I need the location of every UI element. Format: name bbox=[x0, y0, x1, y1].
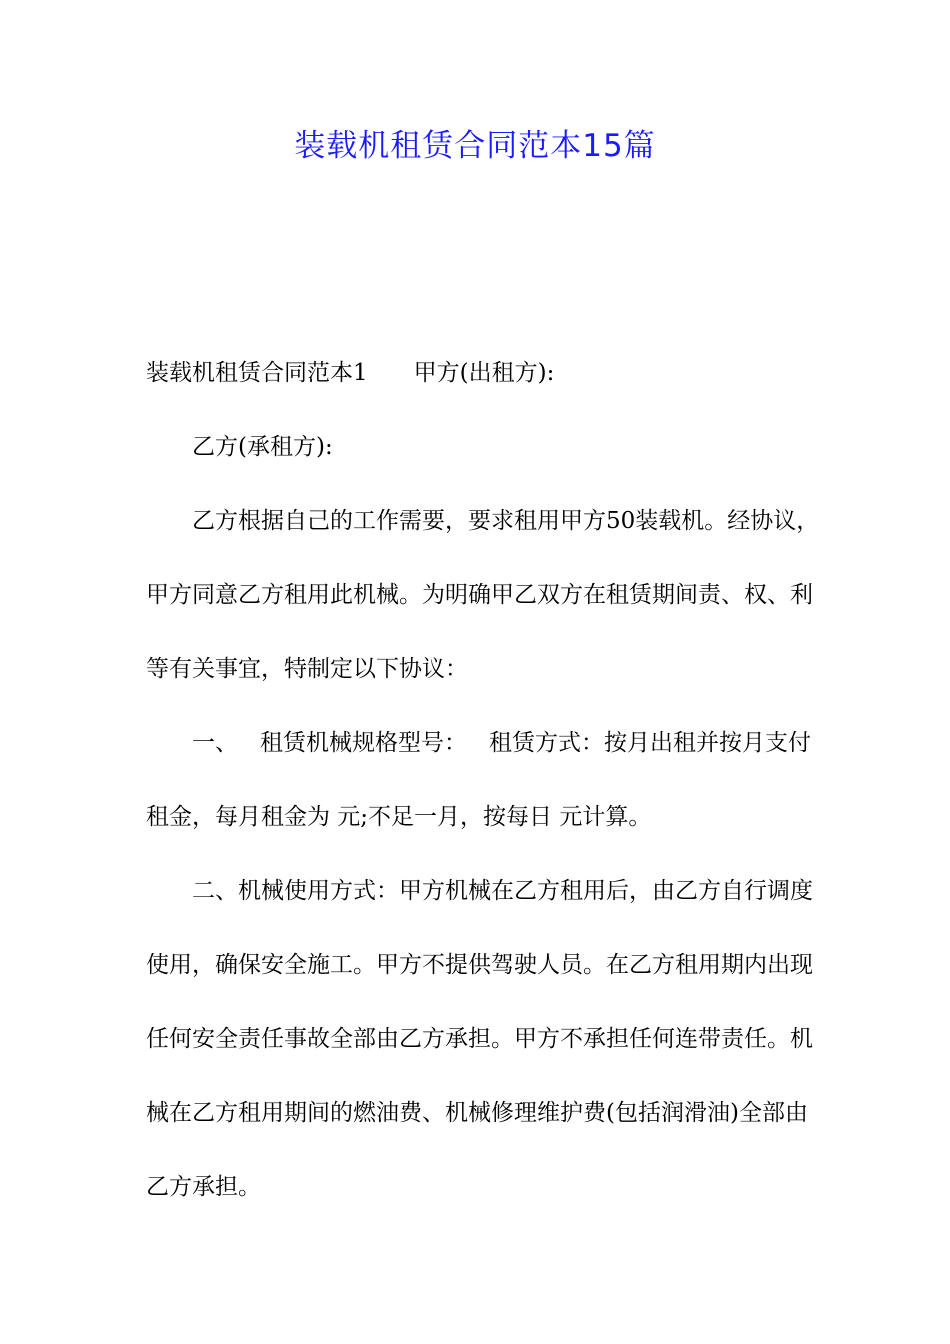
document-body bbox=[146, 336, 826, 1224]
party-a-label: 甲方(出租方): bbox=[413, 360, 555, 386]
intro-paragraph: 乙方根据自己的工作需要，要求租用甲方50装载机。经协议，甲方同意乙方租用此机械。为明确甲乙双方在租赁期间责、权、利等有关事宜，特制定以下协议： bbox=[146, 508, 820, 682]
heading-line bbox=[146, 336, 826, 410]
document-title: 装载机租赁合同范本15篇 bbox=[294, 128, 656, 164]
clause-1-number: 一、 bbox=[192, 730, 238, 756]
section-heading: 装载机租赁合同范本1 bbox=[146, 360, 368, 386]
clause-1-method: 租赁方式：按月出租并按月支付租金，每月租金为 元;不足一月，按每日 元计算。 bbox=[146, 730, 811, 830]
party-b-label: 乙方(承租方): bbox=[192, 434, 333, 460]
clause-1-paragraph bbox=[146, 706, 826, 854]
clause-1-spec: 租赁机械规格型号： bbox=[260, 730, 467, 756]
clause-2-paragraph: 二、机械使用方式：甲方机械在乙方租用后，由乙方自行调度使用，确保安全施工。甲方不提供驾驶人员。在乙方租用期内出现任何安全责任事故全部由乙方承担。甲方不承担任何连带责任。机械在乙方租用期间的燃油费、机械修理维护费(包括润滑油)全部由乙方承担。 bbox=[146, 878, 813, 1200]
